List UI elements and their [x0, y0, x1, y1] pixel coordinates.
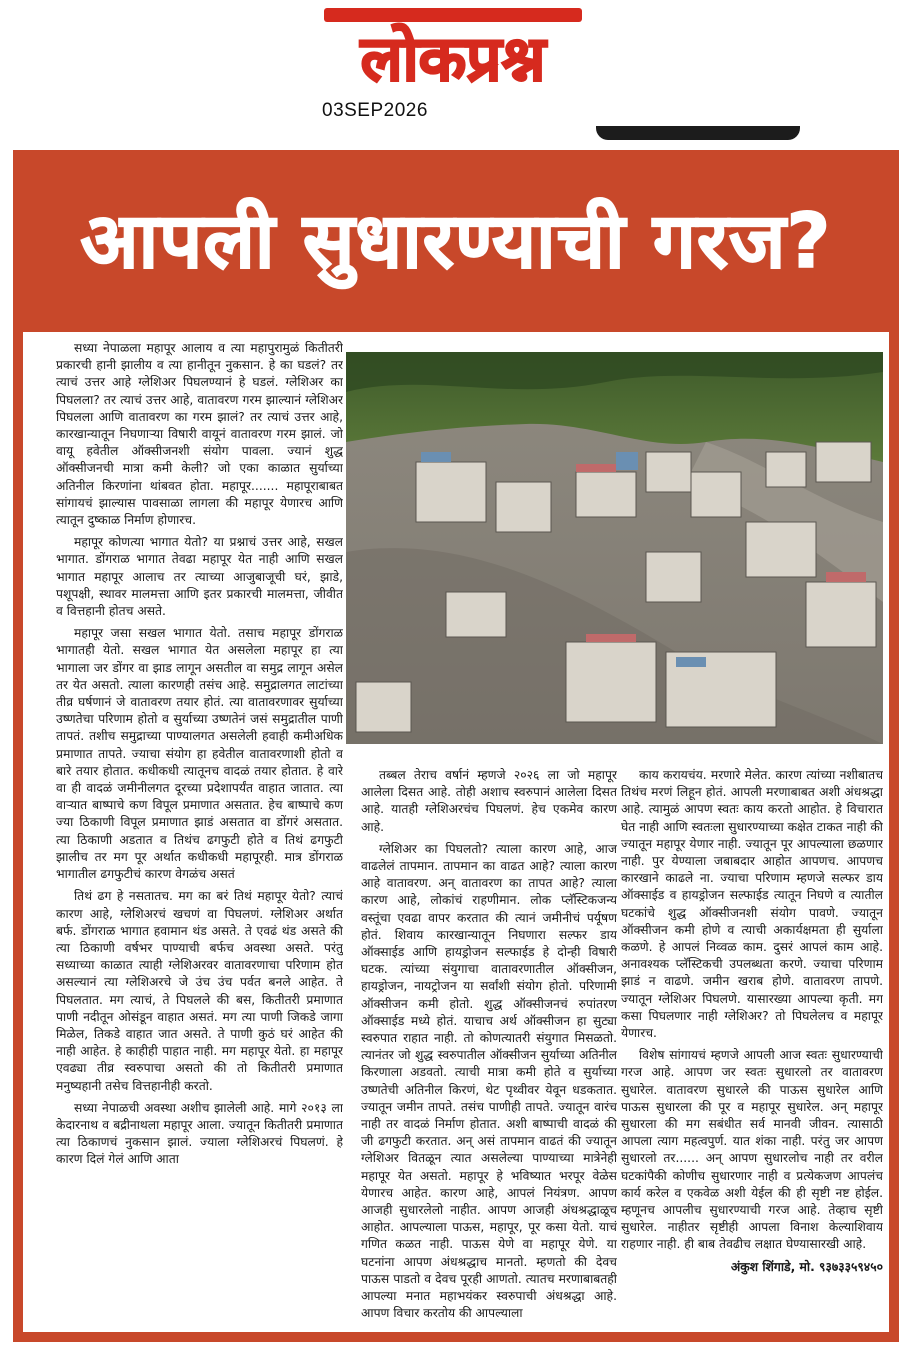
logo-text: लोकप्रश्न — [360, 22, 546, 95]
article-body — [23, 332, 889, 1332]
logo-graphic — [318, 2, 588, 98]
article-column-1 — [56, 340, 343, 1325]
flood-photo — [346, 352, 883, 744]
article-column-2 — [361, 767, 617, 1327]
paragraph: महापूर जसा सखल भागात येतो. तसाच महापूर डोंगराळ भागातही येतो. सखल भागात येत असलेला महापूर हा त्या भागाला जर डोंगर वा झाड लागून असतील वा समुद्र लागून असेल तर येत असतो. त्याला कारणही तसंच आहे. समुद्रालगत लाटांच्या तीव्र घर्षणानं जे वातावरण तयार होतं. त्या वातावरणावर सुर्याच्या उष्णतेचा परिणाम होतो व सुर्याच्या उष्णतेनं जसं समुद्रातील पाणी तापतं. तशीच समुद्राच्या पाण्यालगत असलेली हवाही कमीअधिक प्रमाणात तापते. ज्याचा संयोग हा हवेतील वातावरणाशी होतो व बारे तयार होतात. कधीकधी त्यातूनच वादळं तयार होतात. हे वारे वा ही वादळं जमीनीलगत दूरच्या प्रदेशापर्यंत वाहात जातात. त्या वाऱ्यात बाष्पाचे कण विपूल प्रमाणात असतात. हेच बाष्पाचे कण ज्या ठिकाणी विपूल प्रमाणात झाडं असतात वा डोंगरं असतात. त्या ठिकाणी अडतात व तिथंच ढगफुटी होते व तिथं ढगफुटी झालीच तर मग पूर अर्थात कधीकधी महापूरही. मात्र डोंगराळ भागातील ढगफुटीचं कारण वेगळंच असतं — [56, 626, 343, 882]
paragraph: काय करायचंय. मरणारे मेलेत. कारण त्यांच्या नशीबातच तिथंच मरणं लिहून होतं. आपली मरणाबाबत अशी अंधश्रद्धा आहे. त्यामुळं आपण स्वतः काय करतो आहोत. हे विचारात घेत नाही आणि स्वतःला सुधारण्याच्या कक्षेत टाकत नाही की ज्यातून महापूर येणार नाही. ज्यातून पूर आपल्याला छळणार नाही. पुर येण्याला जबाबदार आहोत आपणच. आपणच कारखाने काढले ना. ज्याचा परिणाम म्हणजे सल्फर डाय ऑक्साईड व हायड्रोजन सल्फाईड त्यातून निघणे व त्यातील घटकांचे शुद्ध ऑक्सीजनशी संयोग पावणे. ज्यातून ऑक्सीजन कमी होणे व त्याची अकार्यक्षमता ही सुर्याला कळणे. हे आपलं निव्वळ काम. दुसरं आपलं काम आहे. अनावश्यक प्लॅस्टिकची उपलब्धता करणे. ज्याचा परिणाम झाडं न वाढणे. जमीन खराब होणे. वातावरण तापणे. ज्यातून ग्लेशिअर पिघलणे. यासारख्या आपल्या कृती. मग कसा पिघलणार नाही ग्लेशिअर? तो पिघलेलच व महापूर येणारच. — [621, 768, 883, 1041]
issue-date: 03SEP2026 — [322, 100, 428, 121]
flood-aftermath-photo-icon — [346, 352, 883, 744]
headline-text: आपली सुधारण्याची गरज? — [80, 195, 832, 285]
paragraph: विशेष सांगायचं म्हणजे आपली आज स्वतः सुधारण्याची गरज आहे. आपण जर स्वतः सुधारलो तर वातावरण सुधारेल. वातावरण सुधारले की पाऊस सुधारेल आणि पाऊस सुधारला की पूर व महापूर सुधारेल. अन् महापूर सुधारला की मग सबंधीत सर्व मानवी जीवन. त्यासाठी आपला त्याग महत्वपुर्ण. यात शंका नाही. परंतु जर आपण सुधारलो तर...... अन् आपण सुधारलोच नाही तर वरील घटकांपैकी कोणीच सुधारणार नाही व प्रत्येकजण आपलंच कार्य करेल व एकवेळ अशी येईल की ही सृष्टी नष्ट होईल. म्हणूनच आपलीच सुधारण्याची गरज आहे. तेव्हाच सृष्टी सुधारेल. नाहीतर सृष्टीही आपला विनाश केल्याशिवाय राहणार नाही. ही बाब तेवढीच लक्षात घेण्यासारखी आहे. — [621, 1048, 883, 1252]
paragraph: सध्या नेपाळला महापूर आलाय व त्या महापुरामुळं कितीतरी प्रकारची हानी झालीय व त्या हानीतून नुकसान. हे का घडलं? तर त्याचं उत्तर आहे ग्लेशिअर पिघलण्यानं हे घडलं. ग्लेशिअर का पिघलला? तर त्याचं उत्तर आहे, वातावरण गरम झाल्यानं ग्लेशिअर पिघलला आणि वातावरण का गरम झालं? तर त्याचं उत्तर आहे, कारखान्यातून निघणाऱ्या विषारी वायूनं वातावरण गरम झालं. जो वायू हवेतील ऑक्सीजनशी संयोग पावला. ज्यानं शुद्ध ऑक्सीजनची मात्रा कमी केली? जो एका काळात सुर्याच्या अतिनील किरणांना थांबवत होता. महापूर....... महापूराबाबत सांगायचं झाल्यास पावसाळा लागला की महापूर येणारच आणि त्यातून दुष्काळ निर्माण होणारच. — [56, 341, 343, 528]
paragraph: ग्लेशिअर का पिघलतो? त्याला कारण आहे, आज वाढलेलं तापमान. तापमान का वाढत आहे? त्याला कारण आहे वातावरण. अन् वातावरण का तापत आहे? त्याला कारण आहे, लोकांचं राहणीमान. लोक प्लॅस्टिकजन्य वस्तूंचा एवढा वापर करतात की त्यानं जमीनीचं पर्यूषण होतं. शिवाय कारखान्यातून निघणारा सल्फर डाय ऑक्साईड आणि हायड्रोजन सल्फाईड हे दोन्ही विषारी घटक. त्यांच्या संयुगाचा वातावरणातील ऑक्सीजन, हायड्रोजन, नायट्रोजन या सर्वांशी संयोग होतो. परिणामी ऑक्सीजन कमी होतो. शुद्ध ऑक्सीजनचं रुपांतरण ऑक्साईड मध्ये होतं. याचाच अर्थ ऑक्सीजन हा सुट्या स्वरुपात राहात नाही. तो कोणत्यातरी संयुगात मिसळतो. त्यानंतर जो शुद्ध स्वरुपातील ऑक्सीजन सुर्याच्या अतिनील किरणाला अडवतो. त्याची मात्रा कमी होते व सुर्याच्या उष्णतेची अतिनील किरणं, थेट पृथ्वीवर येवून धडकतात. ज्यातून जमीन तापते. तसंच पाणीही तापते. ज्यातून वारंच नाही तर वादळं निर्माण होतात. अशी बाष्पाची वादळं की जी ढगफुटी करतात. अन् असं तापमान वाढतं की ज्यातून ग्लेशिअर वितळून त्यात असलेल्या पाण्याच्या मात्रेनेही महापूर येत असतो. महापूर हे भविष्यात भरपूर वेळेस येणारच आहेत. कारण आहे, आपलं नियंत्रण. आपण आजही सुधारलेलो नाहीत. आपण आजही अंधश्रद्धाळूच आहोत. आपल्याला पाऊस, महापूर, पूर कसा येतो. याचं गणित कळत नाही. पाऊस येणे वा महापूर येणे. या घटनांना आपण अंधश्रद्धाच मानतो. म्हणतो की देवच पाऊस पाडतो व देवच पूरही आणतो. त्यातच मरणाबाबतही आपल्या मनात महाभयंकर स्वरुपाची अंधश्रद्धा आहे. आपण विचार करतोय की आपल्याला — [361, 841, 617, 1321]
headline — [13, 150, 899, 326]
newspaper-logo[interactable] — [318, 2, 588, 98]
paragraph: तिथं ढग हे नसतातच. मग का बरं तिथं महापूर येतो? त्याचं कारण आहे, ग्लेशिअरचं खचणं वा पिघलणं. ग्लेशिअर अर्थात बर्फ. डोंगराळ भागात हवामान थंड असते. ते एवढं थंड असते की त्या ठिकाणी वर्षभर पाण्याची बर्फच अवस्था असते. परंतु सध्याच्या काळात त्याही ग्लेशिअरवर वातावरणाचा परिणाम होत असल्यानं त्या ग्लेशिअरचे जे उंच उंच पर्वत बनले आहेत. ते पिघलतात. मग त्याचं, ते पिघलले की बस, कितीतरी प्रमाणात पाणी नदीतून ओसंडून वाहात असतं. मग त्या पाणी जिकडे जागा मिळेल, तिकडे वाहात जात असते. ते पाणी कुठं घरं आहेत की नाही आहेत. हे काहीही पाहात नाही. मग महापूर येतो. हा महापूर एवढ्या तीव्र स्वरुपाचा असतो की तो कितीतरी प्रमाणात मनुष्यहानी तसेच वित्तहानीही करतो. — [56, 889, 343, 1093]
article-column-3 — [621, 767, 883, 1327]
paragraph: महापूर कोणत्या भागात येतो? या प्रश्नाचं उत्तर आहे, सखल भागात. डोंगराळ भागात तेवढा महापूर येत नाही आणि सखल भागात महापूर आलाच तर त्याच्या आजुबाजूची घरं, झाडे, पशूपक्षी, स्थावर मालमत्ता आणि इतर प्रकारची मालमत्ता, जीवीत व वित्तहानी होतच असते. — [56, 535, 343, 619]
paragraph: सध्या नेपाळची अवस्था अशीच झालेली आहे. मागे २०१३ ला केदारनाथ व बद्रीनाथला महापूर आला. ज्यातून कितीतरी प्रमाणात त्या ठिकाणचं नुकसान झालं. ज्याला ग्लेशिअरचं पिघलणं. हे कारण दिलं गेलं आणि आता — [56, 1100, 343, 1167]
paragraph: तब्बल तेराच वर्षानं म्हणजे २०२६ ला जो महापूर आलेला दिसत आहे. तोही अशाच स्वरुपानं आलेला दिसत आहे. यातही ग्लेशिअरचंच पिघलणं. हेच एकमेव कारण आहे. — [361, 768, 617, 834]
masthead — [0, 0, 912, 140]
author-byline: अंकुश शिंगाडे, मो. ९३७३३५९४५० — [730, 1259, 883, 1274]
masthead-divider — [596, 126, 800, 140]
logo-headbar — [324, 8, 582, 22]
